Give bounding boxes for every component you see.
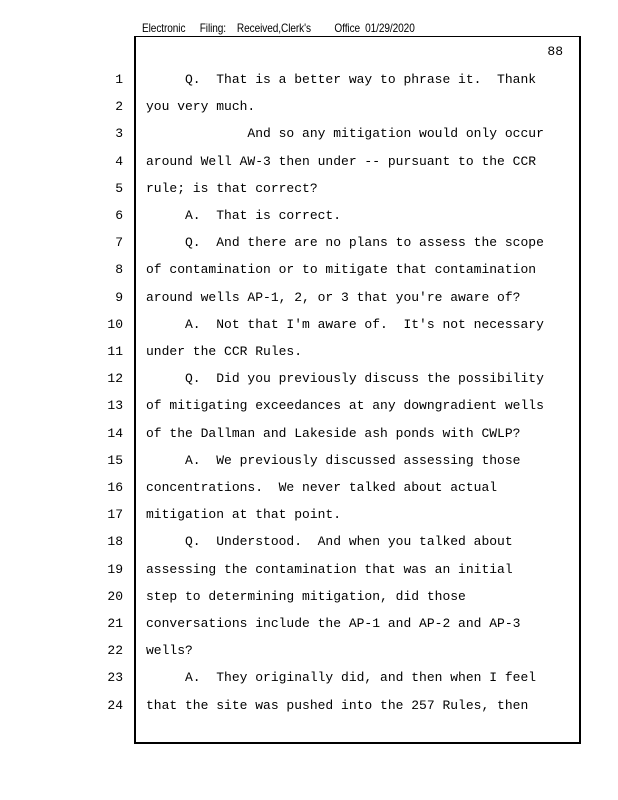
transcript-line: A. That is correct.	[146, 208, 342, 223]
line-number: 22	[107, 643, 123, 658]
transcript-line: Q. That is a better way to phrase it. Thank	[146, 72, 537, 87]
transcript-line: rule; is that correct?	[146, 181, 318, 196]
line-number: 7	[115, 235, 123, 250]
transcript-line: of the Dallman and Lakeside ash ponds with CWLP?	[146, 426, 521, 441]
line-number: 21	[107, 616, 123, 631]
transcript-line: of mitigating exceedances at any downgradient wells	[146, 398, 544, 413]
line-number: 5	[115, 181, 123, 196]
line-number: 18	[107, 534, 123, 549]
page-number: 88	[547, 44, 563, 59]
filing-stamp-header	[142, 21, 415, 35]
line-number: 17	[107, 507, 123, 522]
transcript-line: concentrations. We never talked about actual	[146, 480, 498, 495]
transcript-line: Q. Did you previously discuss the possibility	[146, 371, 544, 386]
line-number: 9	[115, 290, 123, 305]
transcript-line: wells?	[146, 643, 193, 658]
line-number: 3	[115, 126, 123, 141]
transcript-line: assessing the contamination that was an initial	[146, 562, 513, 577]
line-number: 11	[107, 344, 123, 359]
line-number: 1	[115, 72, 123, 87]
transcript-page-frame	[134, 36, 581, 744]
header-filing: Filing:	[199, 21, 227, 35]
line-number: 23	[107, 670, 123, 685]
line-number: 4	[115, 154, 123, 169]
transcript-line: mitigation at that point.	[146, 507, 342, 522]
line-number: 2	[115, 99, 123, 114]
transcript-line: Q. And there are no plans to assess the scope	[146, 235, 544, 250]
transcript-line: under the CCR Rules.	[146, 344, 303, 359]
line-number: 6	[115, 208, 123, 223]
transcript-line: that the site was pushed into the 257 Rules, then	[146, 698, 529, 713]
line-number: 13	[107, 398, 123, 413]
line-number: 8	[115, 262, 123, 277]
line-number: 12	[107, 371, 123, 386]
header-office: Office	[334, 21, 361, 35]
line-number: 24	[107, 698, 123, 713]
transcript-line: of contamination or to mitigate that contamination	[146, 262, 537, 277]
line-number: 20	[107, 589, 123, 604]
line-number: 14	[107, 426, 123, 441]
transcript-line: step to determining mitigation, did those	[146, 589, 466, 604]
transcript-line: around wells AP-1, 2, or 3 that you're aware of?	[146, 290, 521, 305]
transcript-line: And so any mitigation would only occur	[146, 126, 544, 141]
transcript-line: conversations include the AP-1 and AP-2 and AP-3	[146, 616, 521, 631]
transcript-line: A. We previously discussed assessing those	[146, 453, 521, 468]
line-number: 19	[107, 562, 123, 577]
transcript-line: you very much.	[146, 99, 256, 114]
transcript-line: A. They originally did, and then when I feel	[146, 670, 537, 685]
transcript-line: Q. Understood. And when you talked about	[146, 534, 513, 549]
header-date: 01/29/2020	[365, 21, 415, 35]
line-number: 16	[107, 480, 123, 495]
transcript-line: around Well AW-3 then under -- pursuant to the CCR	[146, 154, 537, 169]
line-number: 15	[107, 453, 123, 468]
line-number: 10	[107, 317, 123, 332]
header-electronic: Electronic	[142, 21, 186, 35]
header-received: Received,Clerk's	[236, 21, 311, 35]
transcript-line: A. Not that I'm aware of. It's not necessary	[146, 317, 544, 332]
